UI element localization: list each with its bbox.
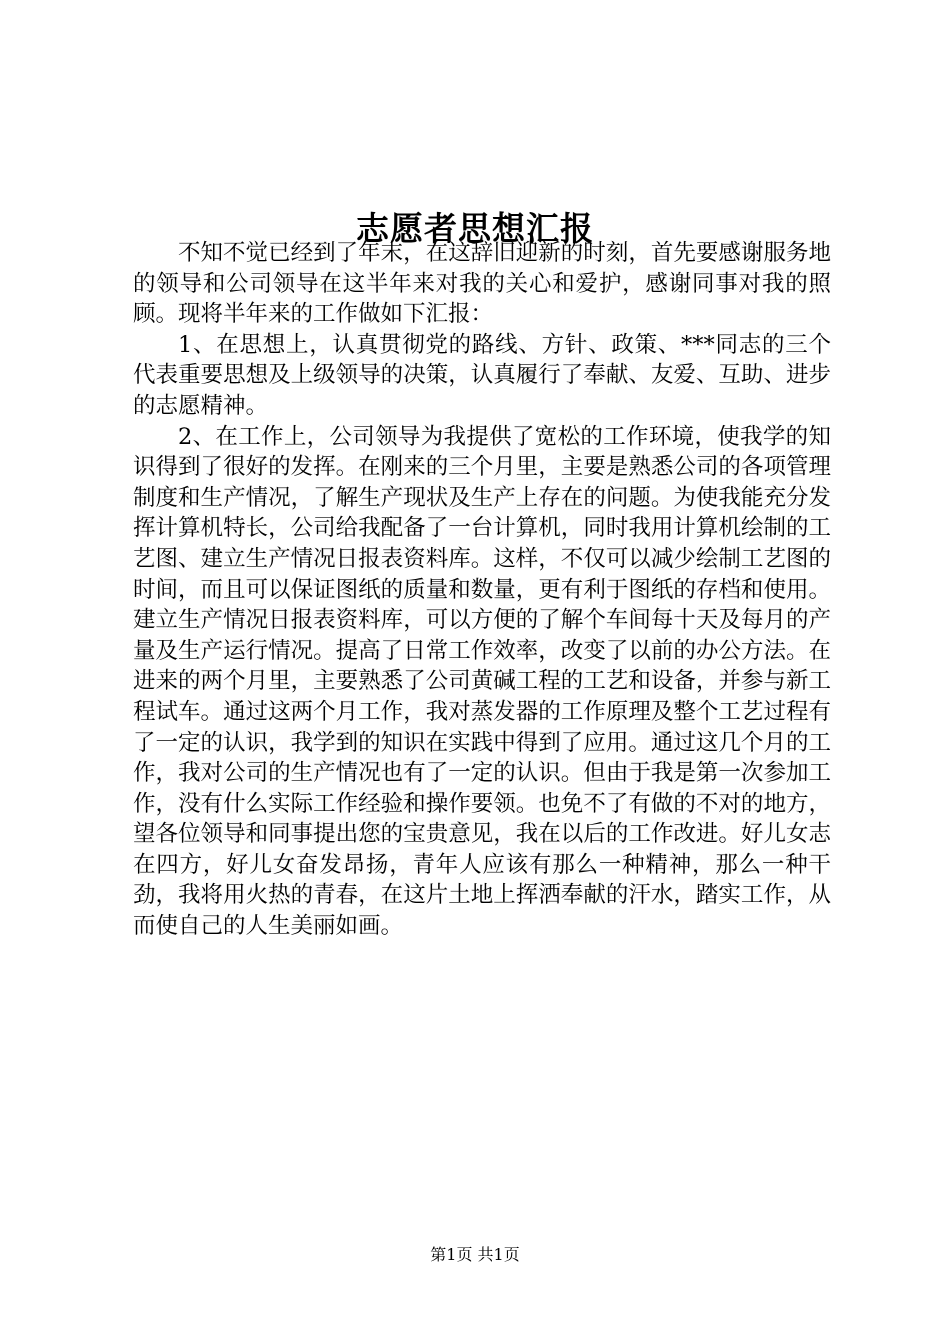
page-footer: 第1页 共1页 [430, 1245, 520, 1264]
document-body [133, 238, 831, 942]
paragraph-intro: 不知不觉已经到了年末，在这辞旧迎新的时刻，首先要感谢服务地的领导和公司领导在这半年来对我的关心和爱护，感谢同事对我的照顾。现将半年来的工作做如下汇报： [133, 240, 831, 328]
paragraph-work: 2、在工作上，公司领导为我提供了宽松的工作环境，使我学的知识得到了很好的发挥。在刚来的三个月里，主要是熟悉公司的各项管理制度和生产情况，了解生产现状及生产上存在的问题。为使我能充分发挥计算机特长，公司给我配备了一台计算机，同时我用计算机绘制的工艺图、建立生产情况日报表资料库。这样，不仅可以减少绘制工艺图的时间，而且可以保证图纸的质量和数量，更有利于图纸的存档和使用。建立生产情况日报表资料库，可以方便的了解个车间每十天及每月的产量及生产运行情况。提高了日常工作效率，改变了以前的办公方法。在进来的两个月里，主要熟悉了公司黄碱工程的工艺和设备，并参与新工程试车。通过这两个月工作，我对蒸发器的工作原理及整个工艺过程有了一定的认识，我学到的知识在实践中得到了应用。通过这几个月的工作，我对公司的生产情况也有了一定的认识。但由于我是第一次参加工作，没有什么实际工作经验和操作要领。也免不了有做的不对的地方，望各位领导和同事提出您的宝贵意见，我在以后的工作改进。好儿女志在四方，好儿女奋发昂扬，青年人应该有那么一种精神，那么一种干劲，我将用火热的青春，在这片土地上挥洒奉献的汗水，踏实工作，从而使自己的人生美丽如画。 [133, 423, 831, 940]
paragraph-thought: 1、在思想上，认真贯彻党的路线、方针、政策、***同志的三个代表重要思想及上级领导的决策，认真履行了奉献、友爱、互助、进步的志愿精神。 [133, 331, 831, 419]
document-title: 志愿者思想汇报 [356, 209, 594, 249]
